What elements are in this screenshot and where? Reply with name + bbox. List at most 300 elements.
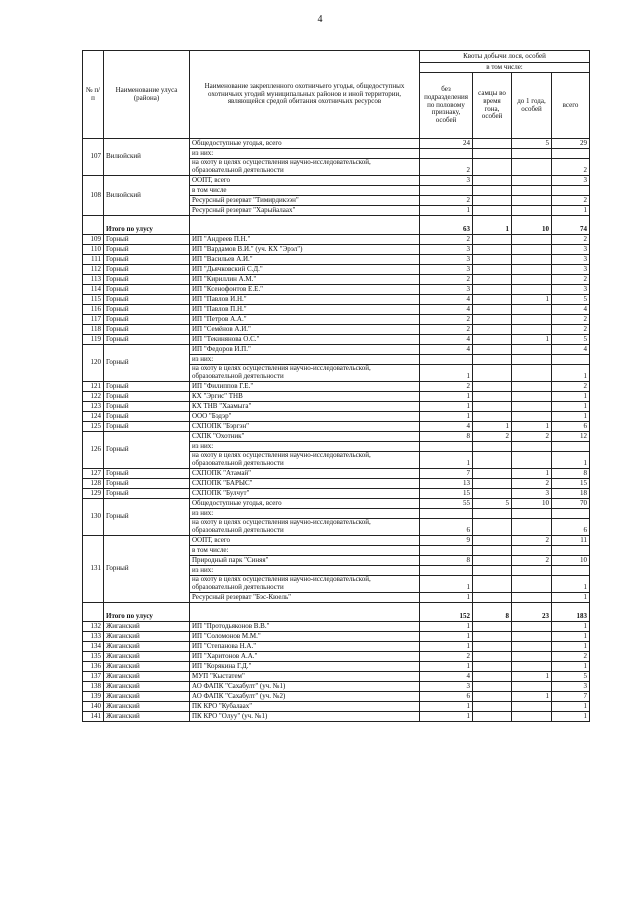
quota-value-a: 1	[420, 412, 473, 422]
quota-value-b	[473, 335, 512, 345]
quota-table	[82, 50, 590, 722]
quota-value-b	[473, 345, 512, 355]
quota-value-b	[473, 186, 512, 196]
table-row	[83, 412, 590, 422]
table-row	[83, 345, 590, 355]
area-name: Общедоступные угодья, всего	[190, 499, 420, 509]
quota-value-c	[512, 519, 552, 536]
quota-value-d: 3	[552, 255, 590, 265]
quota-value-b	[473, 519, 512, 536]
quota-value-a: 1	[420, 576, 473, 593]
area-name: ИП "Филиппов Г.Е."	[190, 382, 420, 392]
quota-value-a: 2	[420, 196, 473, 206]
table-row	[83, 692, 590, 702]
quota-value-a	[420, 149, 473, 159]
area-name: ПК КРО "Кубалаах"	[190, 702, 420, 712]
quota-value-d	[552, 355, 590, 365]
quota-value-a: 4	[420, 335, 473, 345]
area-name: ООО "Бэдэр"	[190, 412, 420, 422]
quota-value-c: 2	[512, 479, 552, 489]
table-row	[83, 325, 590, 335]
district-name: Горный	[104, 265, 190, 275]
table-row	[83, 432, 590, 442]
district-name: Горный	[104, 295, 190, 305]
table-body	[83, 139, 590, 722]
quota-value-d: 2	[552, 159, 590, 176]
area-name: из них:	[190, 355, 420, 365]
quota-value-c	[512, 196, 552, 206]
quota-value-d: 3	[552, 245, 590, 255]
quota-value-b	[473, 682, 512, 692]
area-name: ИП "Васильев А.И."	[190, 255, 420, 265]
quota-value-b	[473, 546, 512, 556]
quota-value-b: 5	[473, 499, 512, 509]
table-row	[83, 662, 590, 672]
row-number: 135	[83, 652, 104, 662]
row-number: 117	[83, 315, 104, 325]
quota-value-a	[420, 442, 473, 452]
row-number: 108	[83, 176, 104, 216]
table-header	[83, 51, 590, 139]
total-value-c: 23	[512, 603, 552, 622]
row-number: 112	[83, 265, 104, 275]
quota-value-d: 70	[552, 499, 590, 509]
quota-value-a: 6	[420, 692, 473, 702]
quota-value-b	[473, 489, 512, 499]
total-label: Итого по улусу	[104, 603, 190, 622]
area-name: ООПТ, всего	[190, 176, 420, 186]
area-name: КХ ТНВ "Хаамыга"	[190, 402, 420, 412]
quota-value-d: 29	[552, 139, 590, 149]
quota-value-c	[512, 176, 552, 186]
table-row	[83, 422, 590, 432]
area-name: ИП "Вардамов В.И." (уч. КХ "Эрэл")	[190, 245, 420, 255]
quota-value-a	[420, 509, 473, 519]
quota-value-c	[512, 712, 552, 722]
quota-value-c	[512, 392, 552, 402]
quota-value-c	[512, 325, 552, 335]
quota-value-c	[512, 442, 552, 452]
quota-value-a: 2	[420, 275, 473, 285]
quota-value-a: 1	[420, 632, 473, 642]
area-name: на охоту в целях осуществления научно-исследовательской, образовательной деятельности	[190, 576, 420, 593]
quota-value-d: 1	[552, 206, 590, 216]
quota-value-c	[512, 275, 552, 285]
quota-value-c	[512, 402, 552, 412]
quota-value-b	[473, 662, 512, 672]
header-quota-group: Квоты добычи лося, особей	[420, 51, 590, 63]
table-row	[83, 622, 590, 632]
quota-value-a: 3	[420, 265, 473, 275]
quota-value-b	[473, 315, 512, 325]
quota-value-a: 2	[420, 652, 473, 662]
total-value-b: 1	[473, 216, 512, 235]
row-number: 136	[83, 662, 104, 672]
quota-value-a: 8	[420, 556, 473, 566]
row-number: 120	[83, 345, 104, 382]
row-number: 130	[83, 499, 104, 536]
quota-value-c	[512, 702, 552, 712]
quota-value-c: 1	[512, 295, 552, 305]
quota-value-b	[473, 285, 512, 295]
table-row	[83, 255, 590, 265]
quota-value-b	[473, 305, 512, 315]
quota-value-c: 1	[512, 692, 552, 702]
quota-value-c	[512, 255, 552, 265]
quota-value-d: 2	[552, 235, 590, 245]
quota-value-d: 1	[552, 702, 590, 712]
quota-value-c	[512, 365, 552, 382]
table-row	[83, 305, 590, 315]
quota-value-c	[512, 412, 552, 422]
quota-value-a: 2	[420, 315, 473, 325]
quota-value-d: 5	[552, 295, 590, 305]
district-name: Горный	[104, 335, 190, 345]
area-name: на охоту в целях осуществления научно-исследовательской, образовательной деятельности	[190, 365, 420, 382]
row-number: 121	[83, 382, 104, 392]
quota-value-c: 1	[512, 335, 552, 345]
total-value-d: 74	[552, 216, 590, 235]
quota-value-c	[512, 509, 552, 519]
district-name: Горный	[104, 479, 190, 489]
district-name: Вилюйский	[104, 139, 190, 176]
area-name: на охоту в целях осуществления научно-исследовательской, образовательной деятельности	[190, 519, 420, 536]
quota-value-d: 7	[552, 692, 590, 702]
quota-value-d: 11	[552, 536, 590, 546]
quota-value-c: 2	[512, 556, 552, 566]
quota-value-c: 2	[512, 536, 552, 546]
quota-value-b	[473, 159, 512, 176]
quota-value-b: 2	[473, 432, 512, 442]
total-value-a: 63	[420, 216, 473, 235]
area-name: ИП "Харитонов А.А."	[190, 652, 420, 662]
area-name: Ресурсный резерват "Тимирдикээн"	[190, 196, 420, 206]
table-row	[83, 265, 590, 275]
quota-value-a: 4	[420, 305, 473, 315]
quota-value-c	[512, 206, 552, 216]
row-number: 107	[83, 139, 104, 176]
quota-value-c	[512, 235, 552, 245]
area-name: ИП "Степанова Н.А."	[190, 642, 420, 652]
quota-value-c	[512, 345, 552, 355]
quota-value-a	[420, 355, 473, 365]
table-row	[83, 245, 590, 255]
quota-value-d: 2	[552, 315, 590, 325]
district-name: Горный	[104, 315, 190, 325]
quota-value-d: 1	[552, 576, 590, 593]
row-number: 124	[83, 412, 104, 422]
row-number: 134	[83, 642, 104, 652]
quota-value-b	[473, 255, 512, 265]
quota-value-d: 2	[552, 196, 590, 206]
area-name: Ресурсный резерват "Бэс-Кюель"	[190, 593, 420, 603]
area-name: ПК КРО "Олуу" (уч. №1)	[190, 712, 420, 722]
row-number: 141	[83, 712, 104, 722]
quota-value-b	[473, 442, 512, 452]
table-row	[83, 536, 590, 546]
area-name: СХПОПК "Атамай"	[190, 469, 420, 479]
district-total-row	[83, 216, 590, 235]
header-col-c: до 1 года, особей	[512, 73, 552, 139]
table-row	[83, 642, 590, 652]
quota-value-d: 8	[552, 469, 590, 479]
district-name: Жиганский	[104, 632, 190, 642]
table-row	[83, 499, 590, 509]
quota-value-c	[512, 452, 552, 469]
quota-value-b	[473, 365, 512, 382]
quota-value-b	[473, 702, 512, 712]
quota-value-a: 2	[420, 382, 473, 392]
quota-value-b	[473, 196, 512, 206]
quota-value-a: 1	[420, 702, 473, 712]
quota-value-d: 1	[552, 593, 590, 603]
district-name: Жиганский	[104, 662, 190, 672]
district-name: Жиганский	[104, 702, 190, 712]
area-name: из них:	[190, 149, 420, 159]
total-num-cell	[83, 603, 104, 622]
quota-value-b	[473, 576, 512, 593]
row-number: 133	[83, 632, 104, 642]
total-area-cell	[190, 603, 420, 622]
quota-value-b: 1	[473, 422, 512, 432]
area-name: СХПОПК "БАРЫС"	[190, 479, 420, 489]
row-number: 125	[83, 422, 104, 432]
district-name: Горный	[104, 325, 190, 335]
quota-value-a: 4	[420, 345, 473, 355]
area-name: ИП "Петров А.А."	[190, 315, 420, 325]
quota-value-d	[552, 546, 590, 556]
quota-value-b	[473, 325, 512, 335]
quota-value-b	[473, 469, 512, 479]
quota-value-a: 3	[420, 285, 473, 295]
table-row	[83, 382, 590, 392]
table-row	[83, 335, 590, 345]
row-number: 114	[83, 285, 104, 295]
quota-value-b	[473, 355, 512, 365]
district-name: Жиганский	[104, 622, 190, 632]
quota-value-c	[512, 632, 552, 642]
quota-value-b	[473, 382, 512, 392]
district-total-row	[83, 603, 590, 622]
quota-value-a: 1	[420, 402, 473, 412]
table-row	[83, 489, 590, 499]
quota-value-b	[473, 509, 512, 519]
total-num-cell	[83, 216, 104, 235]
district-name: Горный	[104, 489, 190, 499]
quota-value-c	[512, 245, 552, 255]
quota-value-a: 2	[420, 159, 473, 176]
row-number: 129	[83, 489, 104, 499]
district-name: Горный	[104, 469, 190, 479]
district-name: Горный	[104, 412, 190, 422]
quota-value-d: 3	[552, 682, 590, 692]
quota-value-c	[512, 186, 552, 196]
quota-value-d: 15	[552, 479, 590, 489]
area-name: ИП "Текинянова О.С."	[190, 335, 420, 345]
row-number: 140	[83, 702, 104, 712]
quota-value-b	[473, 149, 512, 159]
quota-value-a: 13	[420, 479, 473, 489]
quota-value-b	[473, 536, 512, 546]
quota-value-d: 12	[552, 432, 590, 442]
quota-value-d	[552, 509, 590, 519]
area-name: из них:	[190, 509, 420, 519]
quota-value-c	[512, 546, 552, 556]
total-value-a: 152	[420, 603, 473, 622]
area-name: Природный парк "Синяя"	[190, 556, 420, 566]
area-name: ИП "Дьячковский С.Д."	[190, 265, 420, 275]
quota-value-d: 5	[552, 672, 590, 682]
quota-value-d: 1	[552, 452, 590, 469]
quota-value-c	[512, 652, 552, 662]
area-name: в том числе	[190, 186, 420, 196]
district-name: Горный	[104, 422, 190, 432]
quota-value-b	[473, 245, 512, 255]
total-value-d: 183	[552, 603, 590, 622]
quota-value-b	[473, 622, 512, 632]
header-col-d: всего	[552, 73, 590, 139]
quota-value-b	[473, 642, 512, 652]
quota-value-d: 5	[552, 335, 590, 345]
quota-value-a	[420, 566, 473, 576]
row-number: 126	[83, 432, 104, 469]
quota-value-d: 6	[552, 519, 590, 536]
district-name: Жиганский	[104, 672, 190, 682]
quota-value-d: 18	[552, 489, 590, 499]
quota-value-a: 4	[420, 295, 473, 305]
table-row	[83, 712, 590, 722]
quota-value-d: 10	[552, 556, 590, 566]
quota-value-a: 1	[420, 622, 473, 632]
area-name: из них:	[190, 566, 420, 576]
district-name: Жиганский	[104, 642, 190, 652]
quota-value-c: 5	[512, 139, 552, 149]
area-name: СХПОПК "Булчут"	[190, 489, 420, 499]
area-name: ООПТ, всего	[190, 536, 420, 546]
table-row	[83, 469, 590, 479]
quota-value-c	[512, 265, 552, 275]
table-row	[83, 176, 590, 186]
area-name: на охоту в целях осуществления научно-исследовательской, образовательной деятельности	[190, 452, 420, 469]
quota-value-b	[473, 206, 512, 216]
table-row	[83, 315, 590, 325]
quota-value-d: 1	[552, 365, 590, 382]
district-name: Жиганский	[104, 682, 190, 692]
quota-value-b	[473, 479, 512, 489]
area-name: СХПОПК "Бэргэн"	[190, 422, 420, 432]
area-name: ИП "Кириллин А.М."	[190, 275, 420, 285]
quota-value-b	[473, 652, 512, 662]
quota-value-c	[512, 355, 552, 365]
area-name: из них:	[190, 442, 420, 452]
district-name: Горный	[104, 499, 190, 536]
quota-value-c: 10	[512, 499, 552, 509]
quota-value-d: 1	[552, 622, 590, 632]
quota-value-c: 1	[512, 469, 552, 479]
quota-value-c	[512, 159, 552, 176]
district-name: Горный	[104, 255, 190, 265]
district-name: Горный	[104, 235, 190, 245]
row-number: 138	[83, 682, 104, 692]
table-row	[83, 235, 590, 245]
district-name: Горный	[104, 345, 190, 382]
district-name: Жиганский	[104, 692, 190, 702]
quota-value-a: 9	[420, 536, 473, 546]
quota-value-c	[512, 315, 552, 325]
table-row	[83, 632, 590, 642]
quota-value-b	[473, 275, 512, 285]
table-row	[83, 652, 590, 662]
quota-value-b	[473, 692, 512, 702]
row-number: 118	[83, 325, 104, 335]
quota-value-a: 1	[420, 392, 473, 402]
quota-value-c	[512, 622, 552, 632]
area-name: ИП "Соломонов М.М."	[190, 632, 420, 642]
area-name: ИП "Павлов П.Н."	[190, 305, 420, 315]
header-district: Наименование улуса (района)	[104, 51, 190, 139]
quota-value-d: 1	[552, 662, 590, 672]
quota-value-a: 6	[420, 519, 473, 536]
area-name: ИП "Федоров И.П."	[190, 345, 420, 355]
quota-value-a: 55	[420, 499, 473, 509]
quota-value-a: 2	[420, 235, 473, 245]
quota-value-c	[512, 149, 552, 159]
quota-value-a: 1	[420, 593, 473, 603]
quota-value-d: 1	[552, 392, 590, 402]
table-row	[83, 479, 590, 489]
district-name: Горный	[104, 432, 190, 469]
area-name: в том числе:	[190, 546, 420, 556]
quota-value-a: 1	[420, 712, 473, 722]
quota-value-d	[552, 149, 590, 159]
quota-value-c: 3	[512, 489, 552, 499]
district-name: Горный	[104, 245, 190, 255]
area-name: АО ФАПК "Сахабулт" (уч. №2)	[190, 692, 420, 702]
quota-value-b	[473, 392, 512, 402]
table-row	[83, 392, 590, 402]
quota-value-b	[473, 712, 512, 722]
quota-value-a	[420, 546, 473, 556]
quota-value-c: 2	[512, 432, 552, 442]
quota-value-b	[473, 593, 512, 603]
quota-value-a: 4	[420, 422, 473, 432]
district-name: Горный	[104, 402, 190, 412]
header-area: Наименование закрепленного охотничьего угодья, общедоступных охотничьих угодий муниципальных районов и иной территории, являющейся средой обитания охотничьих ресурсов	[190, 51, 420, 139]
row-number: 122	[83, 392, 104, 402]
quota-value-a: 3	[420, 176, 473, 186]
header-in-total: в том числе:	[420, 63, 590, 73]
quota-value-b	[473, 402, 512, 412]
quota-value-a: 1	[420, 662, 473, 672]
quota-value-b	[473, 452, 512, 469]
quota-value-c	[512, 382, 552, 392]
quota-value-b	[473, 176, 512, 186]
district-name: Горный	[104, 305, 190, 315]
quota-value-a: 8	[420, 432, 473, 442]
quota-value-c	[512, 662, 552, 672]
total-value-c: 10	[512, 216, 552, 235]
quota-value-d: 3	[552, 265, 590, 275]
quota-value-c	[512, 576, 552, 593]
quota-value-c: 1	[512, 672, 552, 682]
quota-value-d	[552, 186, 590, 196]
row-number: 116	[83, 305, 104, 315]
quota-value-d: 3	[552, 285, 590, 295]
row-number: 137	[83, 672, 104, 682]
quota-value-a: 2	[420, 325, 473, 335]
area-name: ИП "Павлов И.Н."	[190, 295, 420, 305]
row-number: 131	[83, 536, 104, 603]
